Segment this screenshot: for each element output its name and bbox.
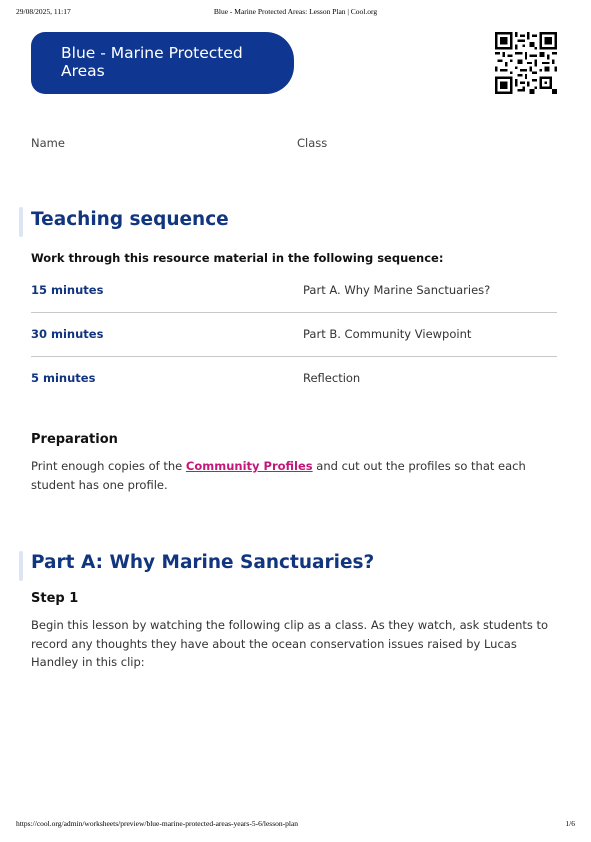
qr-code-icon [495, 32, 557, 94]
step-1-heading: Step 1 [31, 591, 79, 606]
preparation-text-after: and cut out the profiles so that each student has one profile. [31, 459, 526, 492]
print-page-title: Blue - Marine Protected Areas: Lesson Plan | Cool.org [213, 7, 378, 16]
sequence-row [31, 313, 557, 357]
preparation-text-before: Print enough copies of the [31, 459, 186, 473]
part-a-heading: Part A: Why Marine Sanctuaries? [31, 552, 375, 573]
sequence-row [31, 357, 557, 400]
print-footer [16, 819, 575, 831]
lesson-title: Blue - Marine Protected Areas [61, 44, 243, 80]
sequence-table [31, 269, 557, 400]
print-page-number: 1/6 [565, 819, 575, 828]
print-header [16, 7, 575, 19]
preparation-heading: Preparation [31, 432, 118, 447]
teaching-sequence-intro: Work through this resource material in the following sequence: [31, 251, 444, 265]
sequence-part: Part B. Community Viewpoint [303, 327, 472, 341]
sequence-row [31, 269, 557, 313]
community-profiles-link[interactable]: Community Profiles [185, 459, 313, 473]
print-url: https://cool.org/admin/worksheets/preview/blue-marine-protected-areas-years-5-6/lesson-plan [16, 819, 299, 828]
sequence-part: Part A. Why Marine Sanctuaries? [303, 283, 491, 297]
preparation-text [31, 457, 557, 494]
class-label: Class [297, 136, 328, 150]
section-accent-bar [19, 207, 23, 237]
name-label: Name [31, 136, 65, 150]
sequence-duration: 15 minutes [31, 283, 104, 297]
sequence-duration: 5 minutes [31, 371, 96, 385]
lesson-title-banner [31, 32, 294, 94]
teaching-sequence-heading: Teaching sequence [31, 209, 229, 230]
sequence-part: Reflection [303, 371, 361, 385]
section-accent-bar [19, 551, 23, 581]
print-datetime: 29/08/2025, 11:17 [16, 7, 71, 16]
sequence-duration: 30 minutes [31, 327, 104, 341]
step-1-text: Begin this lesson by watching the following clip as a class. As they watch, ask students to record any thoughts they have about the ocean conservation issues raised by Lucas Handley in this clip: [31, 618, 549, 669]
